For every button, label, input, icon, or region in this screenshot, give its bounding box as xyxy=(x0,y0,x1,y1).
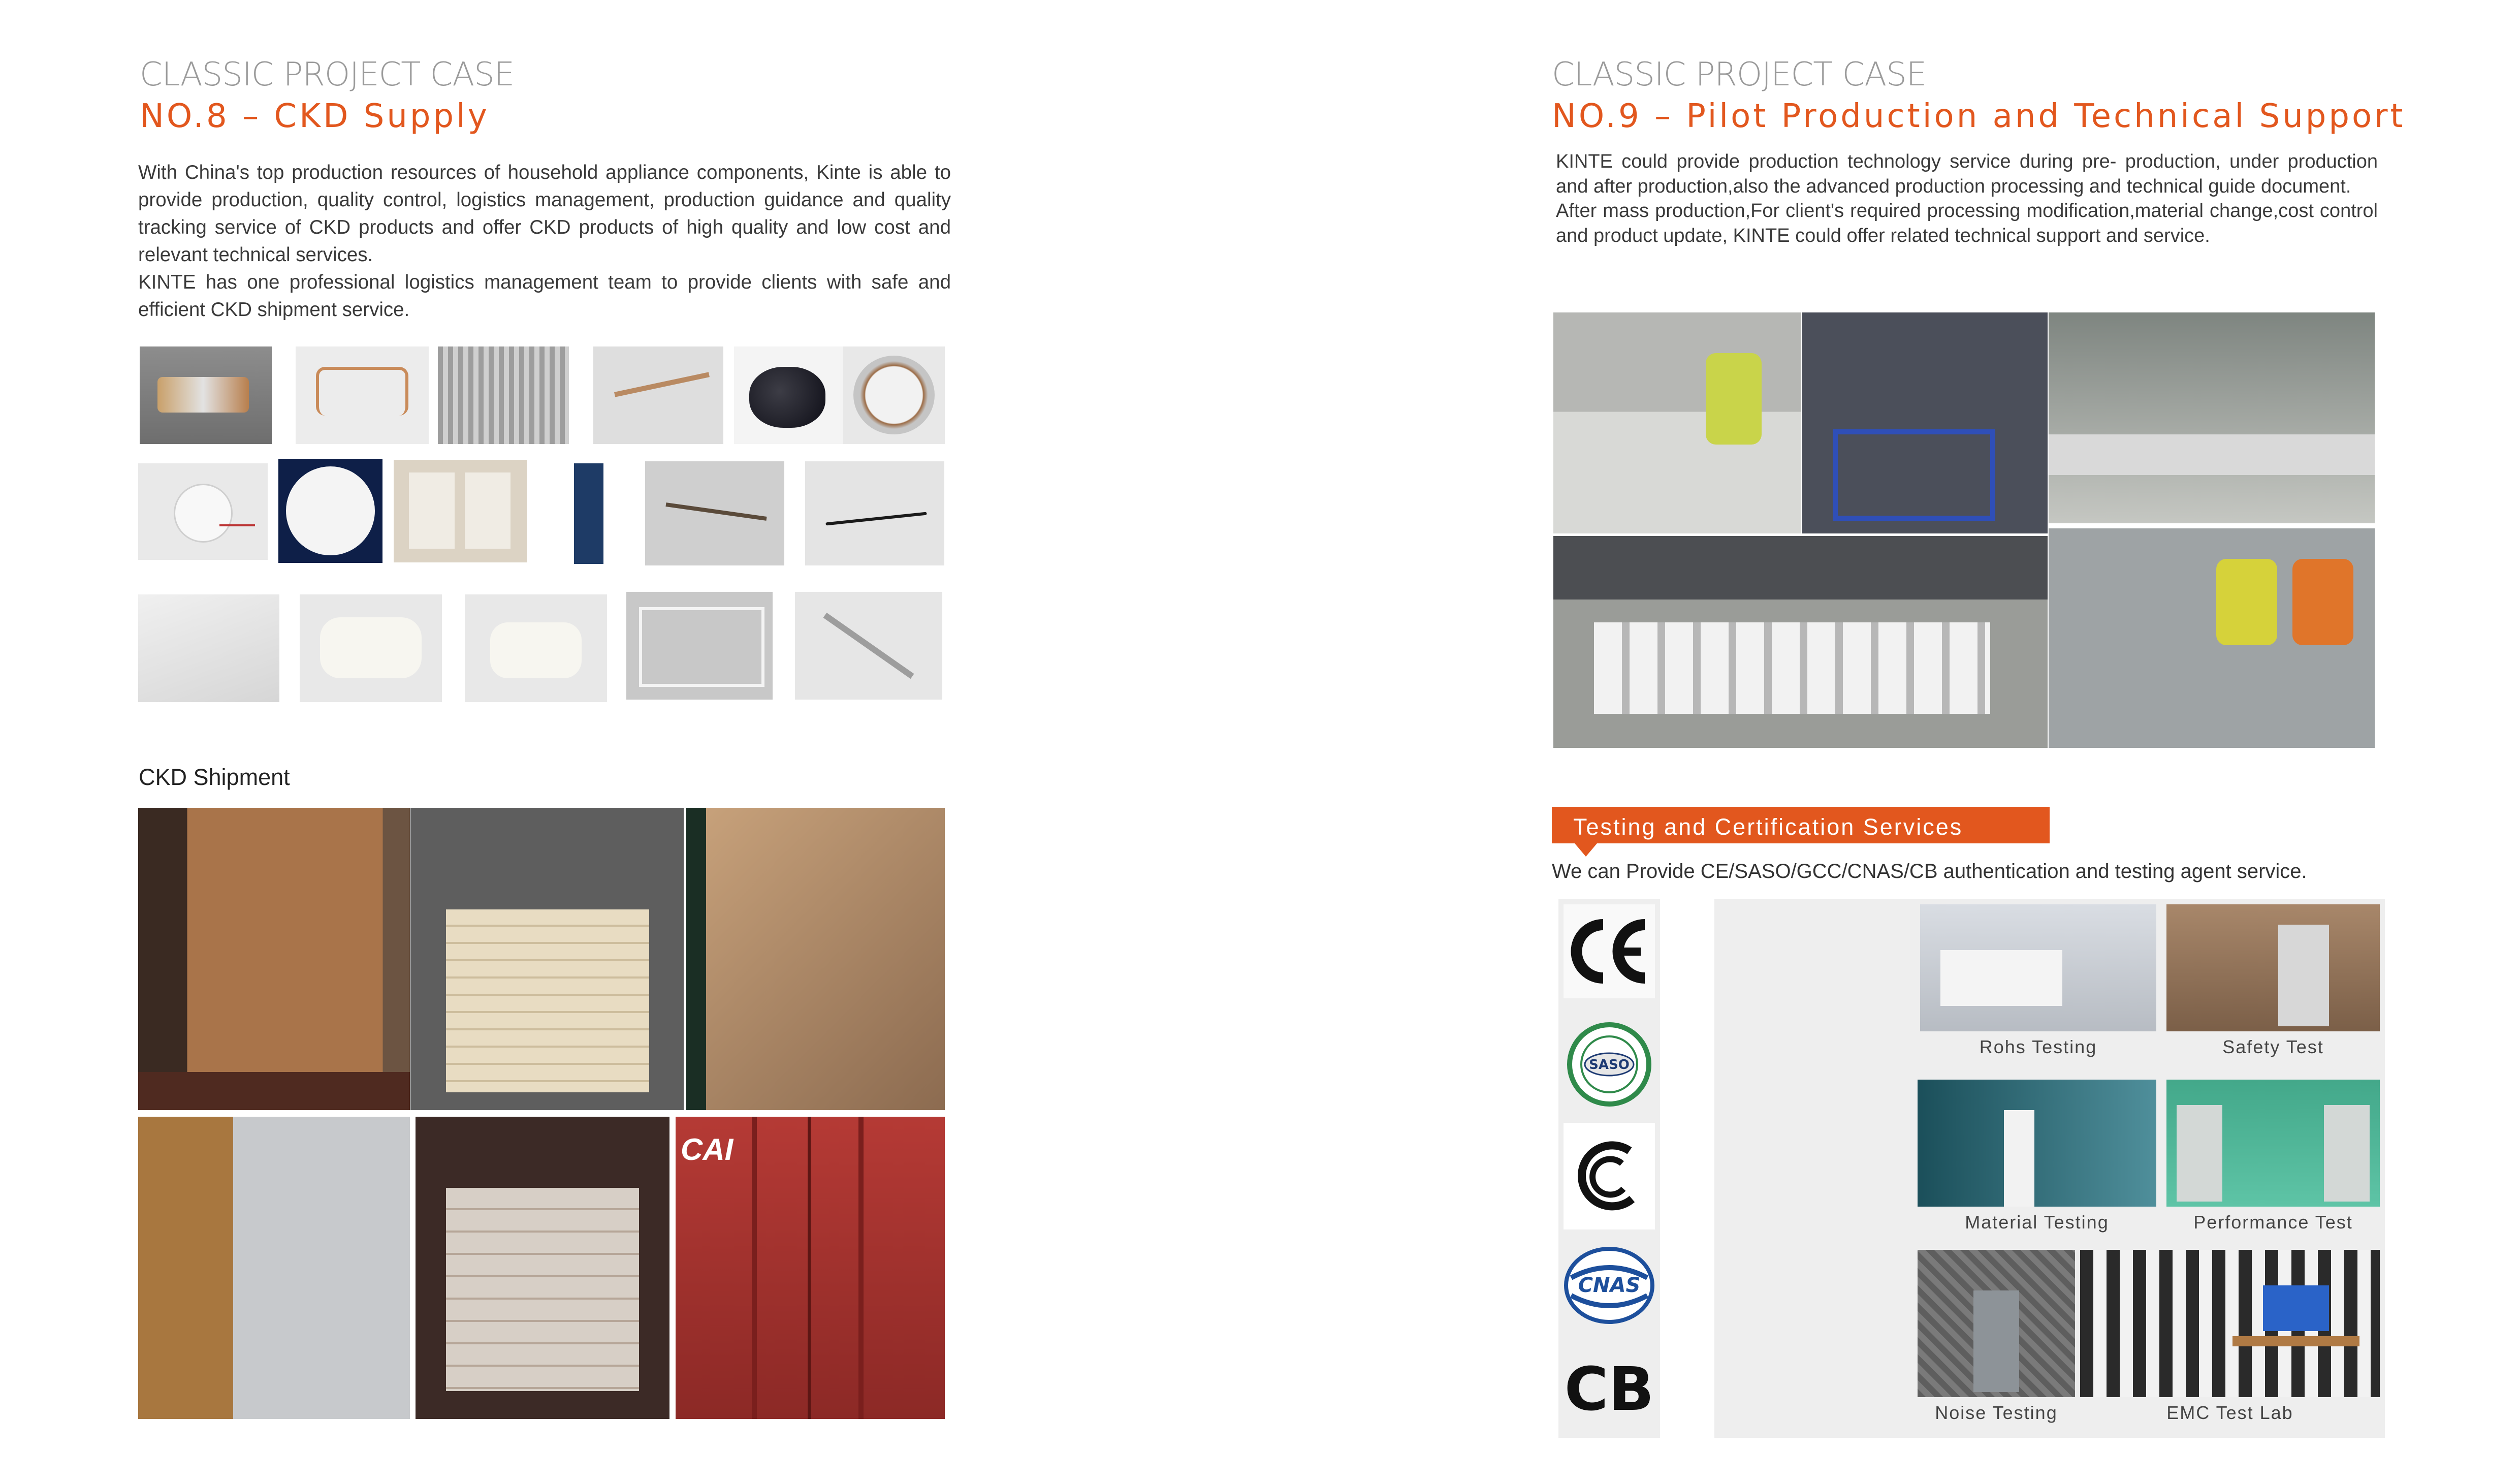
right-title: NO.9 – Pilot Production and Technical Support xyxy=(1552,98,2406,135)
material-testing-label: Material Testing xyxy=(1965,1212,2109,1233)
ce-logo xyxy=(1564,904,1655,998)
part-photo-plastic-tray xyxy=(300,594,442,702)
noise-testing-photo xyxy=(1918,1250,2075,1397)
left-body xyxy=(138,159,951,324)
shipment-photo-3 xyxy=(686,808,945,1110)
part-photo-fan-motor xyxy=(138,463,268,560)
safety-test-photo xyxy=(2166,904,2380,1031)
noise-testing-label: Noise Testing xyxy=(1935,1402,2058,1423)
factory-photo-1 xyxy=(1553,312,1801,533)
part-photo-glass-tubes xyxy=(138,594,279,702)
performance-test-photo xyxy=(2166,1080,2380,1207)
left-kicker: CLASSIC PROJECT CASE xyxy=(140,56,515,93)
left-paragraph-1: With China's top production resources of household appliance components, Kinte is able to provide production, quality control, logistics management, production guidance and quality tracking service of CKD products and offer CKD products of high quality and low cost and relevant technical services. xyxy=(138,162,951,266)
part-photo-shelf-frame xyxy=(626,592,773,700)
material-testing-photo xyxy=(1918,1080,2156,1207)
safety-test-label: Safety Test xyxy=(2222,1036,2324,1057)
shipment-photo-4 xyxy=(138,1117,410,1419)
factory-photo-5 xyxy=(2049,528,2375,748)
emc-test-lab-label: EMC Test Lab xyxy=(2166,1402,2293,1423)
rohs-testing-photo xyxy=(1920,904,2156,1031)
container-brand-mark: CAI xyxy=(681,1132,733,1166)
saso-logo xyxy=(1558,1006,1660,1118)
part-photo-pcb-board xyxy=(278,459,382,563)
cnas-logo xyxy=(1558,1237,1660,1334)
part-photo-plastic-cover xyxy=(465,594,607,702)
part-photo-control-board xyxy=(574,463,603,564)
rohs-testing-label: Rohs Testing xyxy=(1979,1036,2097,1057)
part-photo-thermostat xyxy=(843,346,945,444)
svg-text:CNAS: CNAS xyxy=(1578,1274,1641,1297)
part-photo-copper-pipe xyxy=(593,346,723,444)
factory-photo-2 xyxy=(1802,312,2048,533)
emc-test-lab-photo xyxy=(2080,1250,2380,1397)
part-photo-cable xyxy=(805,461,944,565)
cert-logo-panel xyxy=(1558,899,1660,1438)
left-paragraph-2: KINTE has one professional logistics management team to provide clients with safe and efficient CKD shipment service. xyxy=(138,271,951,321)
ckd-shipment-heading: CKD Shipment xyxy=(139,764,290,790)
right-paragraph-2: After mass production,For client's required processing modification,material change,cost control and product update, KINTE could offer related technical support and service. xyxy=(1556,200,2378,246)
part-photo-wire-harness xyxy=(645,461,784,565)
factory-photo-4 xyxy=(1553,536,2048,748)
svg-text:SASO: SASO xyxy=(1589,1057,1630,1073)
factory-photo-3 xyxy=(2049,312,2375,523)
svg-text:CB: CB xyxy=(1564,1354,1654,1424)
shipment-photo-5 xyxy=(416,1117,669,1419)
part-photo-evaporator xyxy=(438,346,569,444)
cb-logo xyxy=(1564,1341,1655,1433)
performance-test-label: Performance Test xyxy=(2193,1212,2353,1233)
left-title: NO.8 – CKD Supply xyxy=(140,98,490,135)
shipment-photo-container xyxy=(676,1117,945,1419)
right-kicker: CLASSIC PROJECT CASE xyxy=(1552,56,1927,93)
testing-banner xyxy=(1552,807,2050,843)
part-photo-metal-rod xyxy=(795,592,942,700)
part-photo-compressor xyxy=(734,346,843,444)
gcc-logo xyxy=(1564,1123,1655,1229)
shipment-photo-1 xyxy=(138,808,410,1110)
part-photo-capillary-tube xyxy=(296,346,429,444)
right-body xyxy=(1556,149,2378,248)
testing-banner-title: Testing and Certification Services xyxy=(1573,814,1963,840)
right-paragraph-1: KINTE could provide production technology service during pre- production, under production and after production,also the advanced production processing and technical guide document. xyxy=(1556,151,2378,197)
shipment-photo-2 xyxy=(410,808,684,1110)
testing-panel xyxy=(1714,899,2385,1438)
part-photo-plastic-boxes xyxy=(394,460,527,562)
part-photo-copper-fitting xyxy=(140,346,272,444)
banner-pointer-icon xyxy=(1575,843,1597,857)
testing-intro: We can Provide CE/SASO/GCC/CNAS/CB authentication and testing agent service. xyxy=(1552,860,2307,882)
